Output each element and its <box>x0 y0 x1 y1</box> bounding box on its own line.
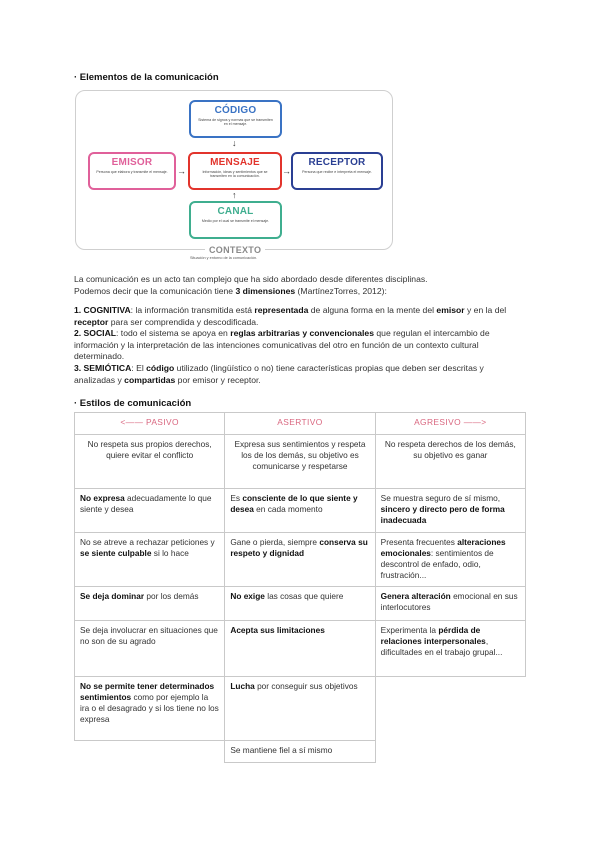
cell-pasivo: No expresa adecuadamente lo que siente y desea <box>75 489 225 533</box>
cell-empty <box>75 741 225 763</box>
table-row <box>75 677 526 741</box>
table-row <box>75 489 526 533</box>
receptor-title: RECEPTOR <box>308 157 366 168</box>
cell-pasivo: Se deja involucrar en situaciones que no son de su agrado <box>75 621 225 677</box>
cell-agresivo: Se muestra seguro de sí mismo, sincero y directo pero de forma inadecuada <box>375 489 525 533</box>
cell-asertivo: Es consciente de lo que siente y desea en cada momento <box>225 489 375 533</box>
arrow-emisor-mensaje: → <box>177 166 186 176</box>
dimension-semiotica: 3. SEMIÓTICA: El código utilizado (lingüístico o no) tiene características propias que deben ser descritas y analizadas y compartidas por emisor y receptor. <box>74 362 484 385</box>
codigo-desc: Sistema de signos y normas que se transmiten en el mensaje. <box>198 118 273 127</box>
canal-desc: Medio por el cual se transmite el mensaje. <box>201 219 270 223</box>
cell-agresivo: Genera alteración emocional en sus interlocutores <box>375 587 525 621</box>
emisor-title: EMISOR <box>111 157 153 168</box>
cell-asertivo: Gane o pierda, siempre conserva su respeto y dignidad <box>225 533 375 587</box>
table-row <box>75 587 526 621</box>
header-pasivo: <—— PASIVO <box>75 413 225 435</box>
cell-agresivo: Experimenta la pérdida de relaciones interpersonales, dificultades en el trabajo grupal... <box>375 621 525 677</box>
dimension-social: 2. SOCIAL: todo el sistema se apoya en reglas arbitrarias y convencionales que regulan el intercambio de información y la interpretación de las intenciones comunicativas del otro en función de un contexto cultural determinado. <box>74 328 490 362</box>
cell-asertivo: Lucha por conseguir sus objetivos <box>225 677 375 741</box>
arrow-mensaje-receptor: → <box>282 166 291 176</box>
arrow-canal-up: ↑ <box>232 190 237 200</box>
styles-table <box>74 412 526 763</box>
table-header-row <box>75 413 526 435</box>
intro-paragraph: La comunicación es un acto tan complejo que ha sido abordado desde diferentes disciplinas. Podemos decir que la comunicación tiene 3 dimensiones (MartínezTorres, 2012): <box>74 274 428 296</box>
table-row <box>75 621 526 677</box>
cell-pasivo: No respeta sus propios derechos, quiere evitar el conflicto <box>75 435 225 489</box>
cell-asertivo: Expresa sus sentimientos y respeta los de los demás, su objetivo es comunicarse y respetarse <box>225 435 375 489</box>
box-canal <box>189 201 282 239</box>
contexto-desc: Situación y entorno de la comunicación. <box>190 256 258 260</box>
dimensions-list <box>74 305 526 386</box>
arrow-codigo-down: ↓ <box>232 138 237 148</box>
mensaje-desc: Información, ideas y sentimientos que se transmiten en la comunicación. <box>202 170 268 179</box>
cell-empty <box>375 677 525 741</box>
box-emisor <box>88 152 176 190</box>
heading-elements: · Elementos de la comunicación <box>74 72 219 83</box>
communication-diagram <box>75 90 393 250</box>
cell-asertivo: Se mantiene fiel a sí mismo <box>225 741 375 763</box>
table-row <box>75 435 526 489</box>
cell-pasivo: No se atreve a rechazar peticiones y se siente culpable si lo hace <box>75 533 225 587</box>
box-mensaje <box>188 152 282 190</box>
cell-agresivo: Presenta frecuentes alteraciones emocionales: sentimientos de descontrol de enfado, odio, frustración... <box>375 533 525 587</box>
mensaje-title: MENSAJE <box>210 157 260 168</box>
box-receptor <box>291 152 383 190</box>
header-agresivo: AGRESIVO ——> <box>375 413 525 435</box>
cell-asertivo: Acepta sus limitaciones <box>225 621 375 677</box>
cell-asertivo: No exige las cosas que quiere <box>225 587 375 621</box>
emisor-desc: Persona que elabora y transmite el mensaje. <box>96 170 168 174</box>
cell-empty <box>375 741 525 763</box>
cell-pasivo: No se permite tener determinados sentimientos como por ejemplo la ira o el desagrado y si los tiene no los expresa <box>75 677 225 741</box>
contexto-title: CONTEXTO <box>205 245 265 255</box>
cell-pasivo: Se deja dominar por los demás <box>75 587 225 621</box>
receptor-desc: Persona que recibe e interpreta el mensaje. <box>302 170 372 174</box>
heading-styles: · Estilos de comunicación <box>74 398 192 409</box>
table-row <box>75 741 526 763</box>
dimension-cognitiva: 1. COGNITIVA: la información transmitida está representada de alguna forma en la mente del emisor y en la del receptor para ser comprendida y descodificada. <box>74 305 507 327</box>
header-asertivo: ASERTIVO <box>225 413 375 435</box>
table-row <box>75 533 526 587</box>
codigo-title: CÓDIGO <box>214 105 257 116</box>
cell-agresivo: No respeta derechos de los demás, su objetivo es ganar <box>375 435 525 489</box>
canal-title: CANAL <box>217 206 254 217</box>
box-codigo <box>189 100 282 138</box>
